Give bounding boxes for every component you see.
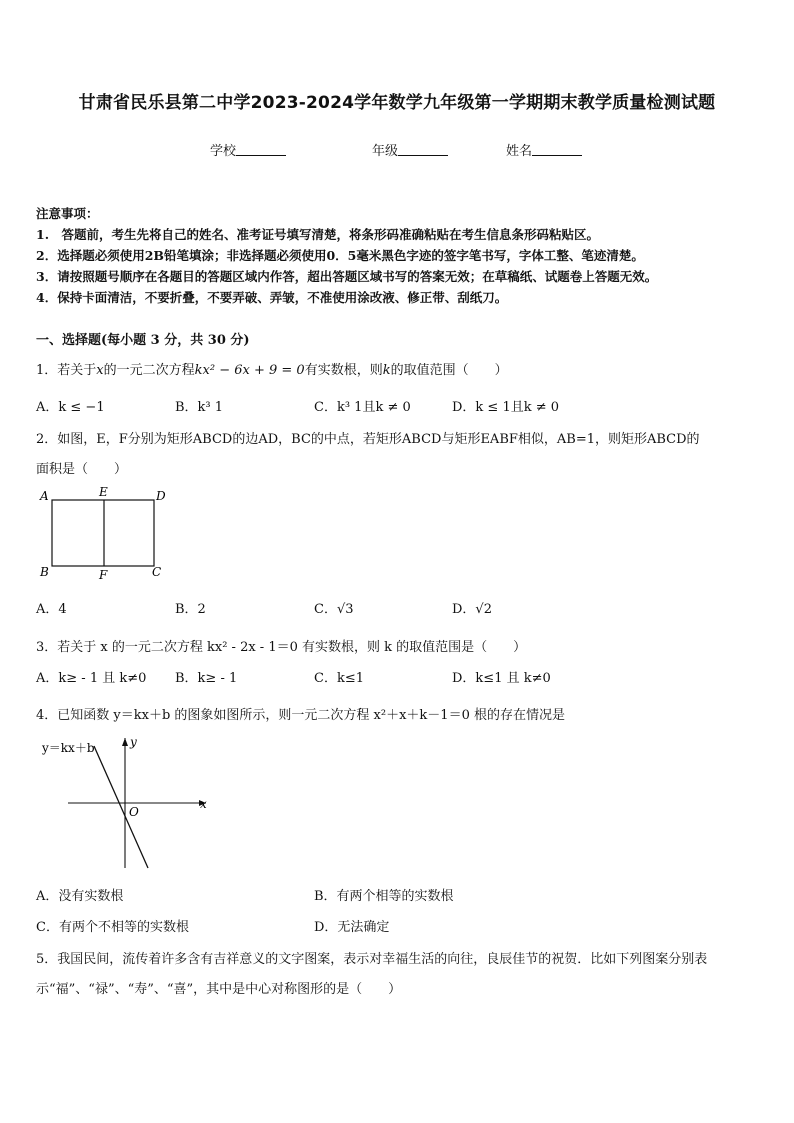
- question-5: 5．我国民间，流传着许多含有吉祥意义的文字图案，表示对幸福生活的向往，良辰佳节的祝贺．比如下列图案分别表: [36, 952, 708, 967]
- q1-option-d: D．k ≤ 1且k ≠ 0: [452, 400, 560, 415]
- q4-option-d: D．无法确定: [314, 920, 390, 935]
- label-a: A: [40, 489, 49, 503]
- x-axis-label: x: [200, 797, 207, 811]
- q1-var-x: x: [96, 363, 104, 378]
- q1-option-c: C．k³ 1且k ≠ 0: [314, 400, 411, 415]
- page-title: 甘肃省民乐县第二中学2023-2024学年数学九年级第一学期期末教学质量检测试题: [78, 93, 716, 113]
- q1-equation: kx² − 6x + 9 = 0: [194, 363, 305, 378]
- q1-mid2: 有实数根，则: [304, 363, 383, 378]
- q2-option-c: C．√3: [314, 602, 354, 617]
- q2-option-a: A．4: [36, 602, 67, 617]
- school-label: 学校: [210, 144, 237, 159]
- q3-option-a: A．k≥ - 1 且 k≠0: [36, 671, 147, 686]
- name-blank: [532, 143, 582, 156]
- notes-item: 1. 答题前，考生先将自己的姓名、准考证号填写清楚，将条形码准确粘贴在考生信息条形码粘贴区。: [36, 227, 600, 242]
- q2-option-d: D．√2: [452, 602, 492, 617]
- q1-prefix: 1．若关于: [36, 363, 97, 378]
- q1-var-k: k: [382, 363, 391, 378]
- rectangle-abcd: [52, 500, 154, 566]
- section-heading: 一、选择题(每小题 3 分，共 30 分): [36, 333, 250, 348]
- q1-option-a: A．k ≤ −1: [36, 400, 105, 415]
- grade-field: [372, 140, 448, 159]
- label-f: F: [99, 568, 108, 582]
- rectangle-figure: [36, 484, 176, 584]
- label-e: E: [99, 485, 108, 499]
- notes-item: 3．请按照题号顺序在各题目的答题区域内作答，超出答题区域书写的答案无效；在草稿纸、试题卷上答题无效。: [36, 269, 658, 284]
- notes-item: 4．保持卡面清洁，不要折叠，不要弄破、弄皱，不准使用涂改液、修正带、刮纸刀。: [36, 290, 508, 305]
- q1-option-b: B．k³ 1: [175, 400, 224, 415]
- question-4: 4．已知函数 y＝kx＋b 的图象如图所示，则一元二次方程 x²＋x＋k－1＝0 根的存在情况是: [36, 708, 565, 723]
- label-b: B: [40, 565, 49, 579]
- function-line: [94, 746, 148, 868]
- notes-block: [36, 203, 657, 308]
- linear-function-graph: [36, 728, 226, 873]
- question-2-cont: 面积是（ ）: [36, 462, 128, 477]
- q4-option-b: B．有两个相等的实数根: [314, 889, 454, 904]
- notes-heading: 注意事项：: [36, 206, 99, 221]
- grade-blank: [398, 143, 448, 156]
- q4-option-c: C．有两个不相等的实数根: [36, 920, 189, 935]
- grade-label: 年级: [372, 144, 399, 159]
- y-axis-arrow-icon: [122, 738, 128, 746]
- school-blank: [236, 143, 286, 156]
- y-axis-label: y: [130, 735, 137, 749]
- q1-suffix: 的取值范围（ ）: [390, 363, 508, 378]
- notes-item: 2．选择题必须使用2B铅笔填涂；非选择题必须使用0．5毫米黑色字迹的签字笔书写，字体工整、笔迹清楚。: [36, 248, 644, 263]
- name-label: 姓名: [506, 144, 533, 159]
- q3-option-c: C．k≤1: [314, 671, 364, 686]
- q2-option-b: B．2: [175, 602, 206, 617]
- origin-label: O: [129, 805, 139, 819]
- q3-option-b: B．k≥ - 1: [175, 671, 238, 686]
- question-3: 3．若关于 x 的一元二次方程 kx² - 2x - 1＝0 有实数根，则 k 的取值范围是（ ）: [36, 640, 527, 655]
- question-5-cont: 示“福”、“禄”、“寿”、“喜”，其中是中心对称图形的是（ ）: [36, 982, 402, 997]
- q3-option-d: D．k≤1 且 k≠0: [452, 671, 551, 686]
- question-1: [36, 359, 508, 378]
- function-label: y＝kx＋b: [42, 741, 95, 755]
- question-2: 2．如图，E，F分别为矩形ABCD的边AD，BC的中点，若矩形ABCD与矩形EABF相似，AB=1，则矩形ABCD的: [36, 432, 700, 447]
- q1-mid1: 的一元二次方程: [103, 363, 195, 378]
- label-d: D: [156, 489, 166, 503]
- school-field: [210, 140, 286, 159]
- label-c: C: [152, 565, 162, 579]
- name-field: [506, 140, 582, 159]
- q4-option-a: A．没有实数根: [36, 889, 124, 904]
